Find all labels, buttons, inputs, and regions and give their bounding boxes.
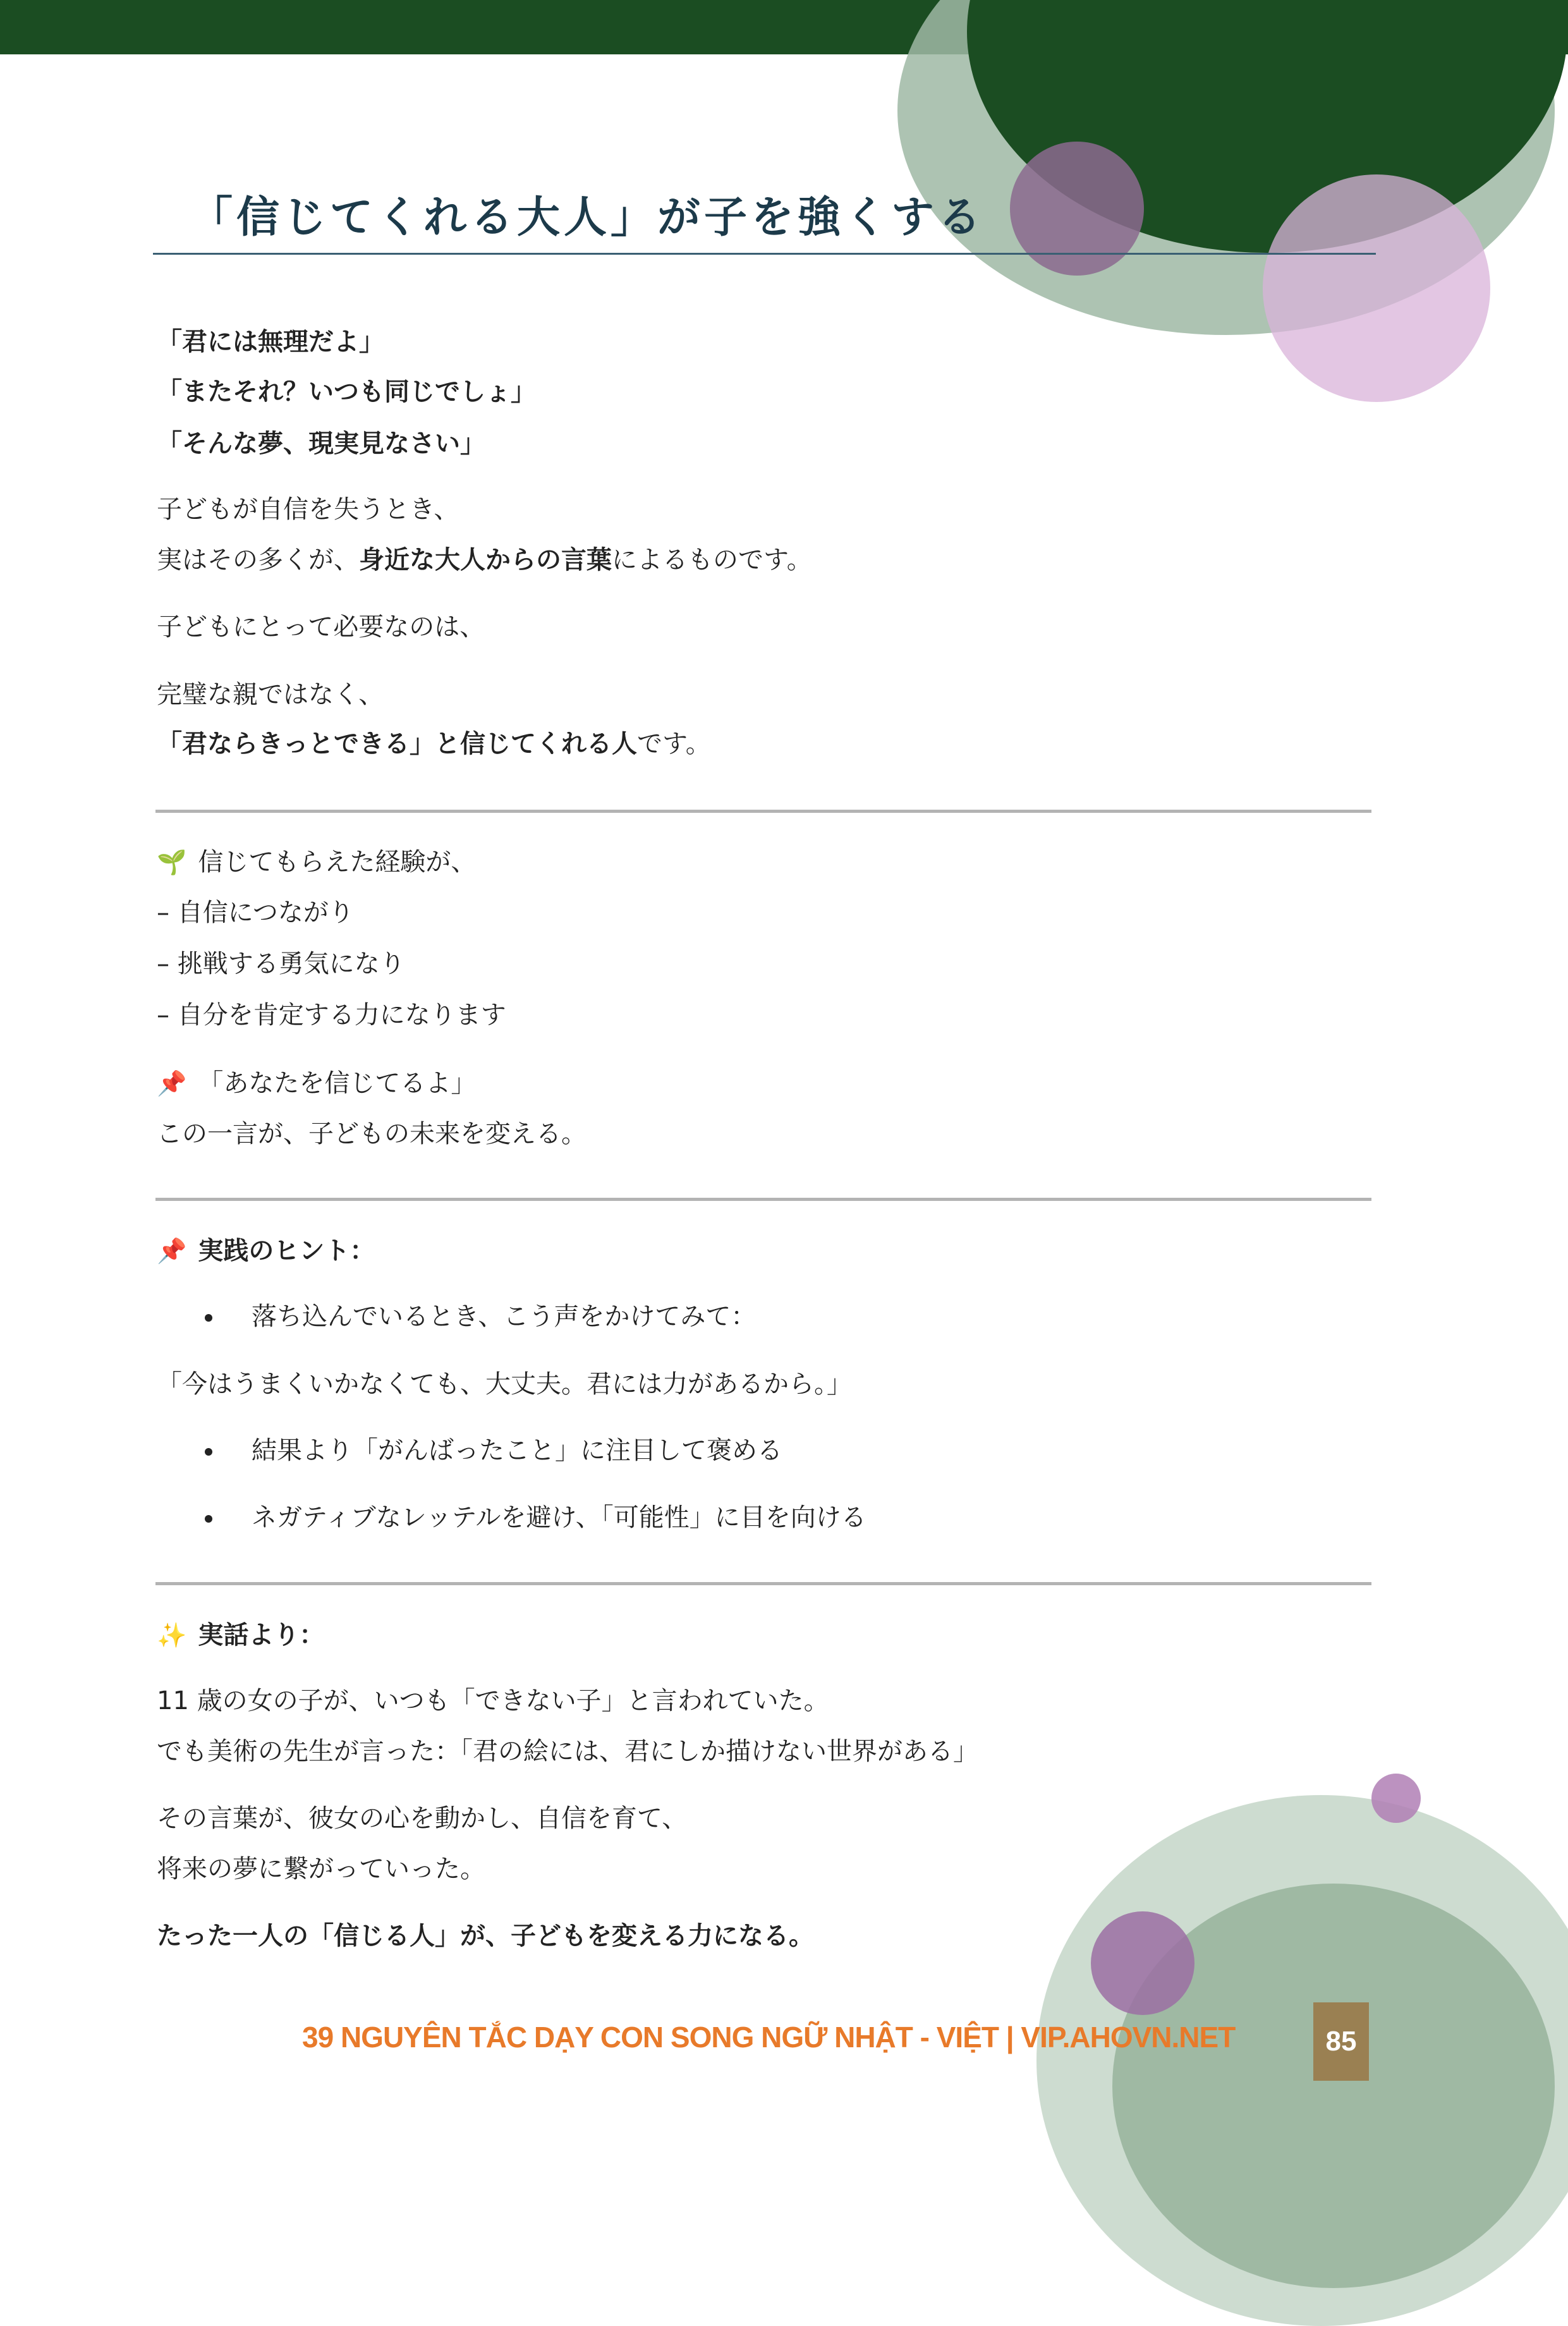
section1-lead: 🌱 信じてもらえた経験が、 bbox=[157, 848, 477, 877]
pushpin-icon: 📌 bbox=[157, 1237, 187, 1265]
section1-item-2: – 挑戦する勇気になり bbox=[157, 949, 405, 978]
decor-circle-plum-bottom bbox=[1091, 1911, 1194, 2015]
section1-item-3: – 自分を肯定する力になります bbox=[157, 1001, 506, 1030]
decor-circle-plum-small bbox=[1371, 1774, 1421, 1823]
decor-circle-pink-top bbox=[1263, 174, 1490, 402]
intro-line-4: 完璧な親ではなく、 bbox=[157, 680, 384, 709]
decor-circle-plum-top bbox=[1010, 142, 1144, 276]
section1-quote: 📌 「あなたを信じてるよ」 bbox=[157, 1069, 477, 1098]
pushpin-icon: 📌 bbox=[157, 1069, 187, 1097]
page-title: 「信じてくれる大人」が子を強くする bbox=[190, 192, 985, 243]
section1-item-1: – 自信につながり bbox=[157, 898, 354, 927]
bullet-dot bbox=[205, 1448, 212, 1456]
section3-line-2: でも美術の先生が言った：「君の絵には、君にしか描けない世界がある」 bbox=[157, 1737, 978, 1766]
bullet-dot bbox=[205, 1515, 212, 1523]
section2-heading: 📌 実践のヒント： bbox=[157, 1236, 375, 1265]
intro-line-2: 実はその多くが、身近な大人からの言葉によるものです。 bbox=[157, 545, 812, 575]
bullet-dot bbox=[205, 1314, 212, 1322]
quote-line-3: 「そんな夢、現実見なさい」 bbox=[157, 429, 485, 458]
quote-line-1: 「君には無理だよ」 bbox=[157, 327, 384, 356]
section3-line-4: 将来の夢に繋がっていった。 bbox=[157, 1854, 485, 1884]
footer-text: 39 NGUYÊN TẮC DẠY CON SONG NGỮ NHẬT - VIỆT | VIP.AHOVN.NET bbox=[302, 2021, 1236, 2054]
divider-1 bbox=[155, 810, 1371, 813]
sparkles-icon: ✨ bbox=[157, 1621, 187, 1649]
section3-line-3: その言葉が、彼女の心を動かし、自信を育て、 bbox=[157, 1804, 688, 1833]
section3-line-1: 11 歳の女の子が、いつも「できない子」と言われていた。 bbox=[157, 1686, 829, 1715]
divider-2 bbox=[155, 1198, 1371, 1201]
page-number: 85 bbox=[1313, 2002, 1369, 2081]
quote-line-2: 「またそれ？いつも同じでしょ」 bbox=[157, 377, 536, 406]
intro-line-5: 「君ならきっとできる」と信じてくれる人です。 bbox=[157, 729, 711, 758]
section1-quote-note: この一言が、子どもの未来を変える。 bbox=[157, 1119, 586, 1148]
title-underline bbox=[153, 253, 1376, 255]
section2-quote: 「今はうまくいかなくても、大丈夫。君には力があるから。」 bbox=[157, 1370, 852, 1399]
section2-bullet-2: 結果より「がんばったこと」に注目して褒める bbox=[252, 1436, 782, 1465]
section2-bullet-3: ネガティブなレッテルを避け、「可能性」に目を向ける bbox=[252, 1503, 866, 1532]
intro-line-1: 子どもが自信を失うとき、 bbox=[157, 495, 459, 524]
section2-bullet-1: 落ち込んでいるとき、こう声をかけてみて： bbox=[252, 1302, 757, 1331]
seedling-icon: 🌱 bbox=[157, 848, 187, 876]
section3-heading: ✨ 実話より： bbox=[157, 1621, 325, 1650]
intro-line-3: 子どもにとって必要なのは、 bbox=[157, 612, 485, 642]
divider-3 bbox=[155, 1582, 1371, 1585]
section3-conclusion: たった一人の「信じる人」が、子どもを変える力になる。 bbox=[157, 1921, 814, 1951]
